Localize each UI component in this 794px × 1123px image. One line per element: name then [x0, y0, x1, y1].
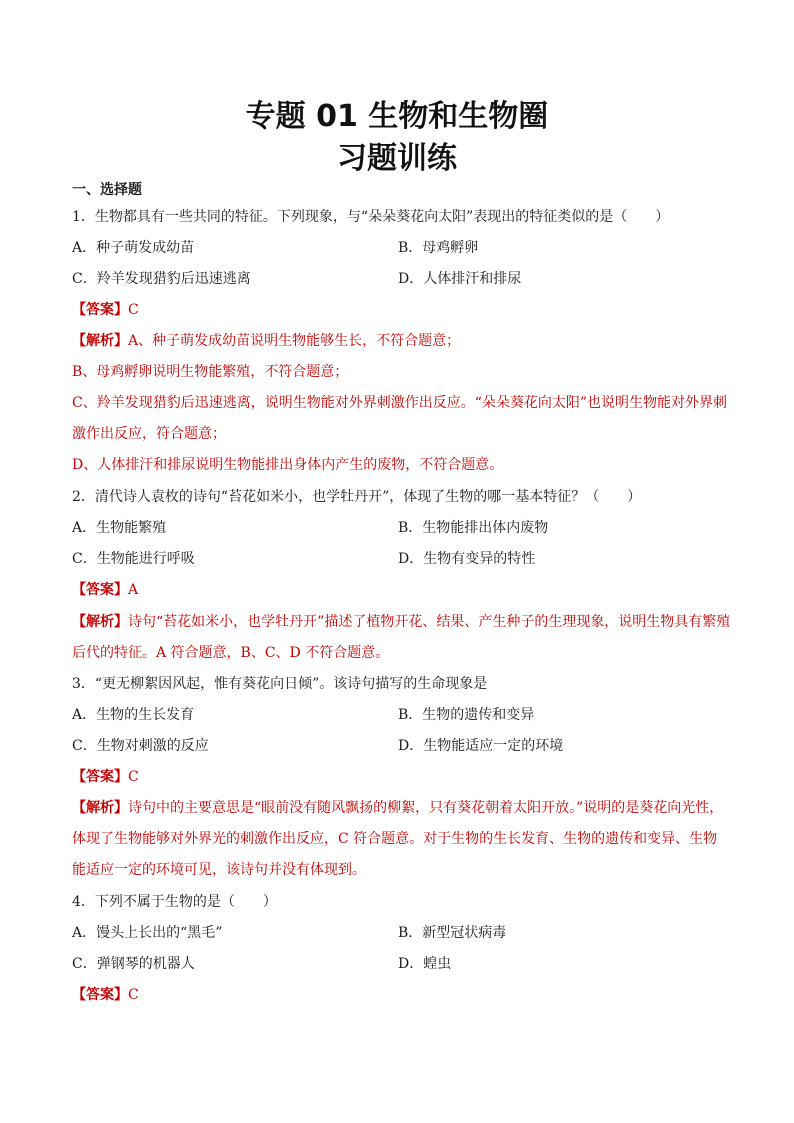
- question-stem: 3．“更无柳絮因风起，惟有葵花向日倾”。该诗句描写的生命现象是: [72, 676, 488, 692]
- option-b: B．新型冠状病毒: [398, 925, 507, 941]
- option-d: D．生物能适应一定的环境: [398, 738, 564, 754]
- answer-value: C: [128, 769, 139, 785]
- analysis-text: A、种子萌发成幼苗说明生物能够生长，不符合题意；: [128, 333, 461, 349]
- analysis-line: 体现了生物能够对外界光的刺激作出反应，C 符合题意。对于生物的生长发育、生物的遗传和变异、生物: [72, 831, 718, 847]
- analysis-line: 能适应一定的环境可见，该诗句并没有体现到。: [72, 862, 366, 878]
- document-subtitle: 习题训练: [337, 141, 457, 176]
- analysis-tag: 【解析】: [72, 333, 128, 349]
- option-c: C．生物能进行呼吸: [72, 551, 195, 567]
- answer-tag: 【答案】: [72, 987, 128, 1003]
- analysis-line: D、人体排汗和排尿说明生物能排出身体内产生的废物，不符合题意。: [72, 457, 504, 473]
- option-a: A．种子萌发成幼苗: [72, 240, 195, 256]
- option-c: C．弹钢琴的机器人: [72, 956, 195, 972]
- option-b: B．母鸡孵卵: [398, 240, 479, 256]
- option-d: D．蝗虫: [398, 956, 452, 972]
- option-a: A．馒头上长出的“黑毛”: [72, 925, 223, 941]
- answer-line: [72, 580, 732, 600]
- section-heading: 一、选择题: [72, 182, 142, 198]
- option-a: A．生物能繁殖: [72, 520, 167, 536]
- document-title: 专题 01 生物和生物圈: [245, 99, 549, 134]
- question-stem: 1．生物都具有一些共同的特征。下列现象，与“朵朵葵花向太阳”表现出的特征类似的是（ ）: [72, 209, 670, 225]
- answer-tag: 【答案】: [72, 769, 128, 785]
- option-d: D．生物有变异的特性: [398, 551, 536, 567]
- analysis-line: [72, 798, 732, 818]
- analysis-text: 诗句中的主要意思是“眼前没有随风飘扬的柳絮，只有葵花朝着太阳开放。”说明的是葵花向光性，: [128, 800, 724, 816]
- answer-value: C: [128, 987, 139, 1003]
- analysis-line: 激作出反应，符合题意；: [72, 426, 226, 442]
- answer-line: [72, 300, 732, 320]
- option-a: A．生物的生长发育: [72, 707, 195, 723]
- option-c: C．羚羊发现猎豹后迅速逃离: [72, 271, 251, 287]
- option-c: C．生物对刺激的反应: [72, 738, 209, 754]
- analysis-text: 诗句“苔花如米小，也学牡丹开”描述了植物开花、结果、产生种子的生理现象，说明生物具有繁殖: [128, 614, 731, 630]
- answer-value: C: [128, 302, 139, 318]
- answer-value: A: [128, 582, 139, 598]
- question-stem: 2．清代诗人袁枚的诗句“苔花如米小，也学牡丹开”，体现了生物的哪一基本特征？（ ）: [72, 489, 642, 505]
- question-stem: 4．下列不属于生物的是（ ）: [72, 894, 277, 910]
- analysis-line: B、母鸡孵卵说明生物能繁殖，不符合题意；: [72, 364, 349, 380]
- analysis-tag: 【解析】: [72, 800, 128, 816]
- analysis-line: C、羚羊发现猎豹后迅速逃离，说明生物能对外界刺激作出反应。“朵朵葵花向太阳”也说明生物能对外界刺: [72, 395, 728, 411]
- answer-tag: 【答案】: [72, 302, 128, 318]
- analysis-tag: 【解析】: [72, 614, 128, 630]
- analysis-line: [72, 331, 732, 351]
- option-b: B．生物的遗传和变异: [398, 707, 535, 723]
- option-b: B．生物能排出体内废物: [398, 520, 549, 536]
- answer-tag: 【答案】: [72, 582, 128, 598]
- option-d: D．人体排汗和排尿: [398, 271, 522, 287]
- answer-line: [72, 767, 732, 787]
- analysis-line: [72, 612, 732, 632]
- answer-line: [72, 985, 732, 1005]
- analysis-line: 后代的特征。A 符合题意，B、C、D 不符合题意。: [72, 645, 390, 661]
